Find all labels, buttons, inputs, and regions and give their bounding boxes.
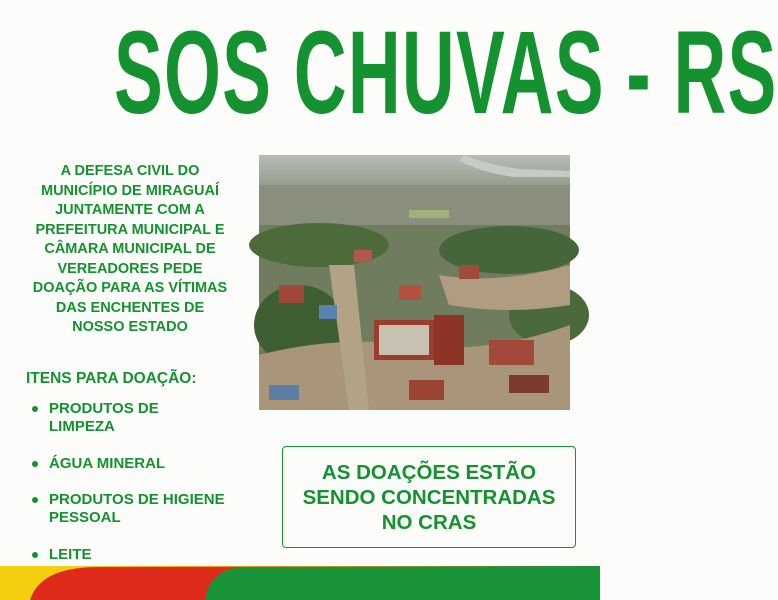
intro-line: JUNTAMENTE COM A [55, 202, 205, 218]
notice-line: SENDO CONCENTRADAS [302, 485, 556, 509]
bullet-icon [32, 406, 38, 412]
notice-line: AS DOAÇÕES ESTÃO [321, 460, 537, 484]
flag-stripe-red [30, 566, 600, 600]
intro-line: DAS ENCHENTES DE [55, 299, 205, 316]
bullet-icon [32, 461, 38, 467]
item-line: LIMPEZA [49, 418, 115, 435]
intro-line: VEREADORES PEDE [57, 260, 203, 277]
donation-location-notice [282, 446, 576, 548]
item-line: PRODUTOS DE [49, 400, 159, 417]
intro-line: NOSSO ESTADO [72, 319, 188, 335]
list-item [30, 546, 92, 564]
notice-line: NO CRAS [381, 510, 477, 534]
list-item [30, 455, 165, 473]
bullet-icon [32, 497, 38, 503]
page-title: SOS CHUVAS - RS [114, 7, 778, 139]
flood-aerial-illustration [259, 155, 570, 410]
list-item [30, 400, 159, 436]
list-item [30, 491, 225, 527]
item-line: PESSOAL [49, 509, 121, 526]
flood-aerial-photo [259, 155, 570, 410]
item-line: PRODUTOS DE HIGIENE [49, 491, 225, 508]
intro-line: A DEFESA CIVIL DO [60, 163, 200, 179]
intro-text [10, 162, 250, 338]
item-line: LEITE [49, 546, 92, 563]
bullet-icon [32, 552, 38, 558]
intro-line: MUNICÍPIO DE MIRAGUAÍ [40, 182, 220, 199]
donation-items-title: ITENS PARA DOAÇÃO: [26, 370, 197, 387]
intro-line: CÂMARA MUNICIPAL DE [44, 241, 216, 257]
intro-line: DOAÇÃO PARA AS VÍTIMAS [32, 280, 228, 296]
item-line: ÁGUA MINERAL [49, 455, 166, 472]
intro-line: PREFEITURA MUNICIPAL E [35, 221, 225, 238]
flag-stripe-yellow [0, 566, 600, 600]
flag-stripe-green [205, 566, 600, 600]
notice-text [294, 460, 564, 535]
